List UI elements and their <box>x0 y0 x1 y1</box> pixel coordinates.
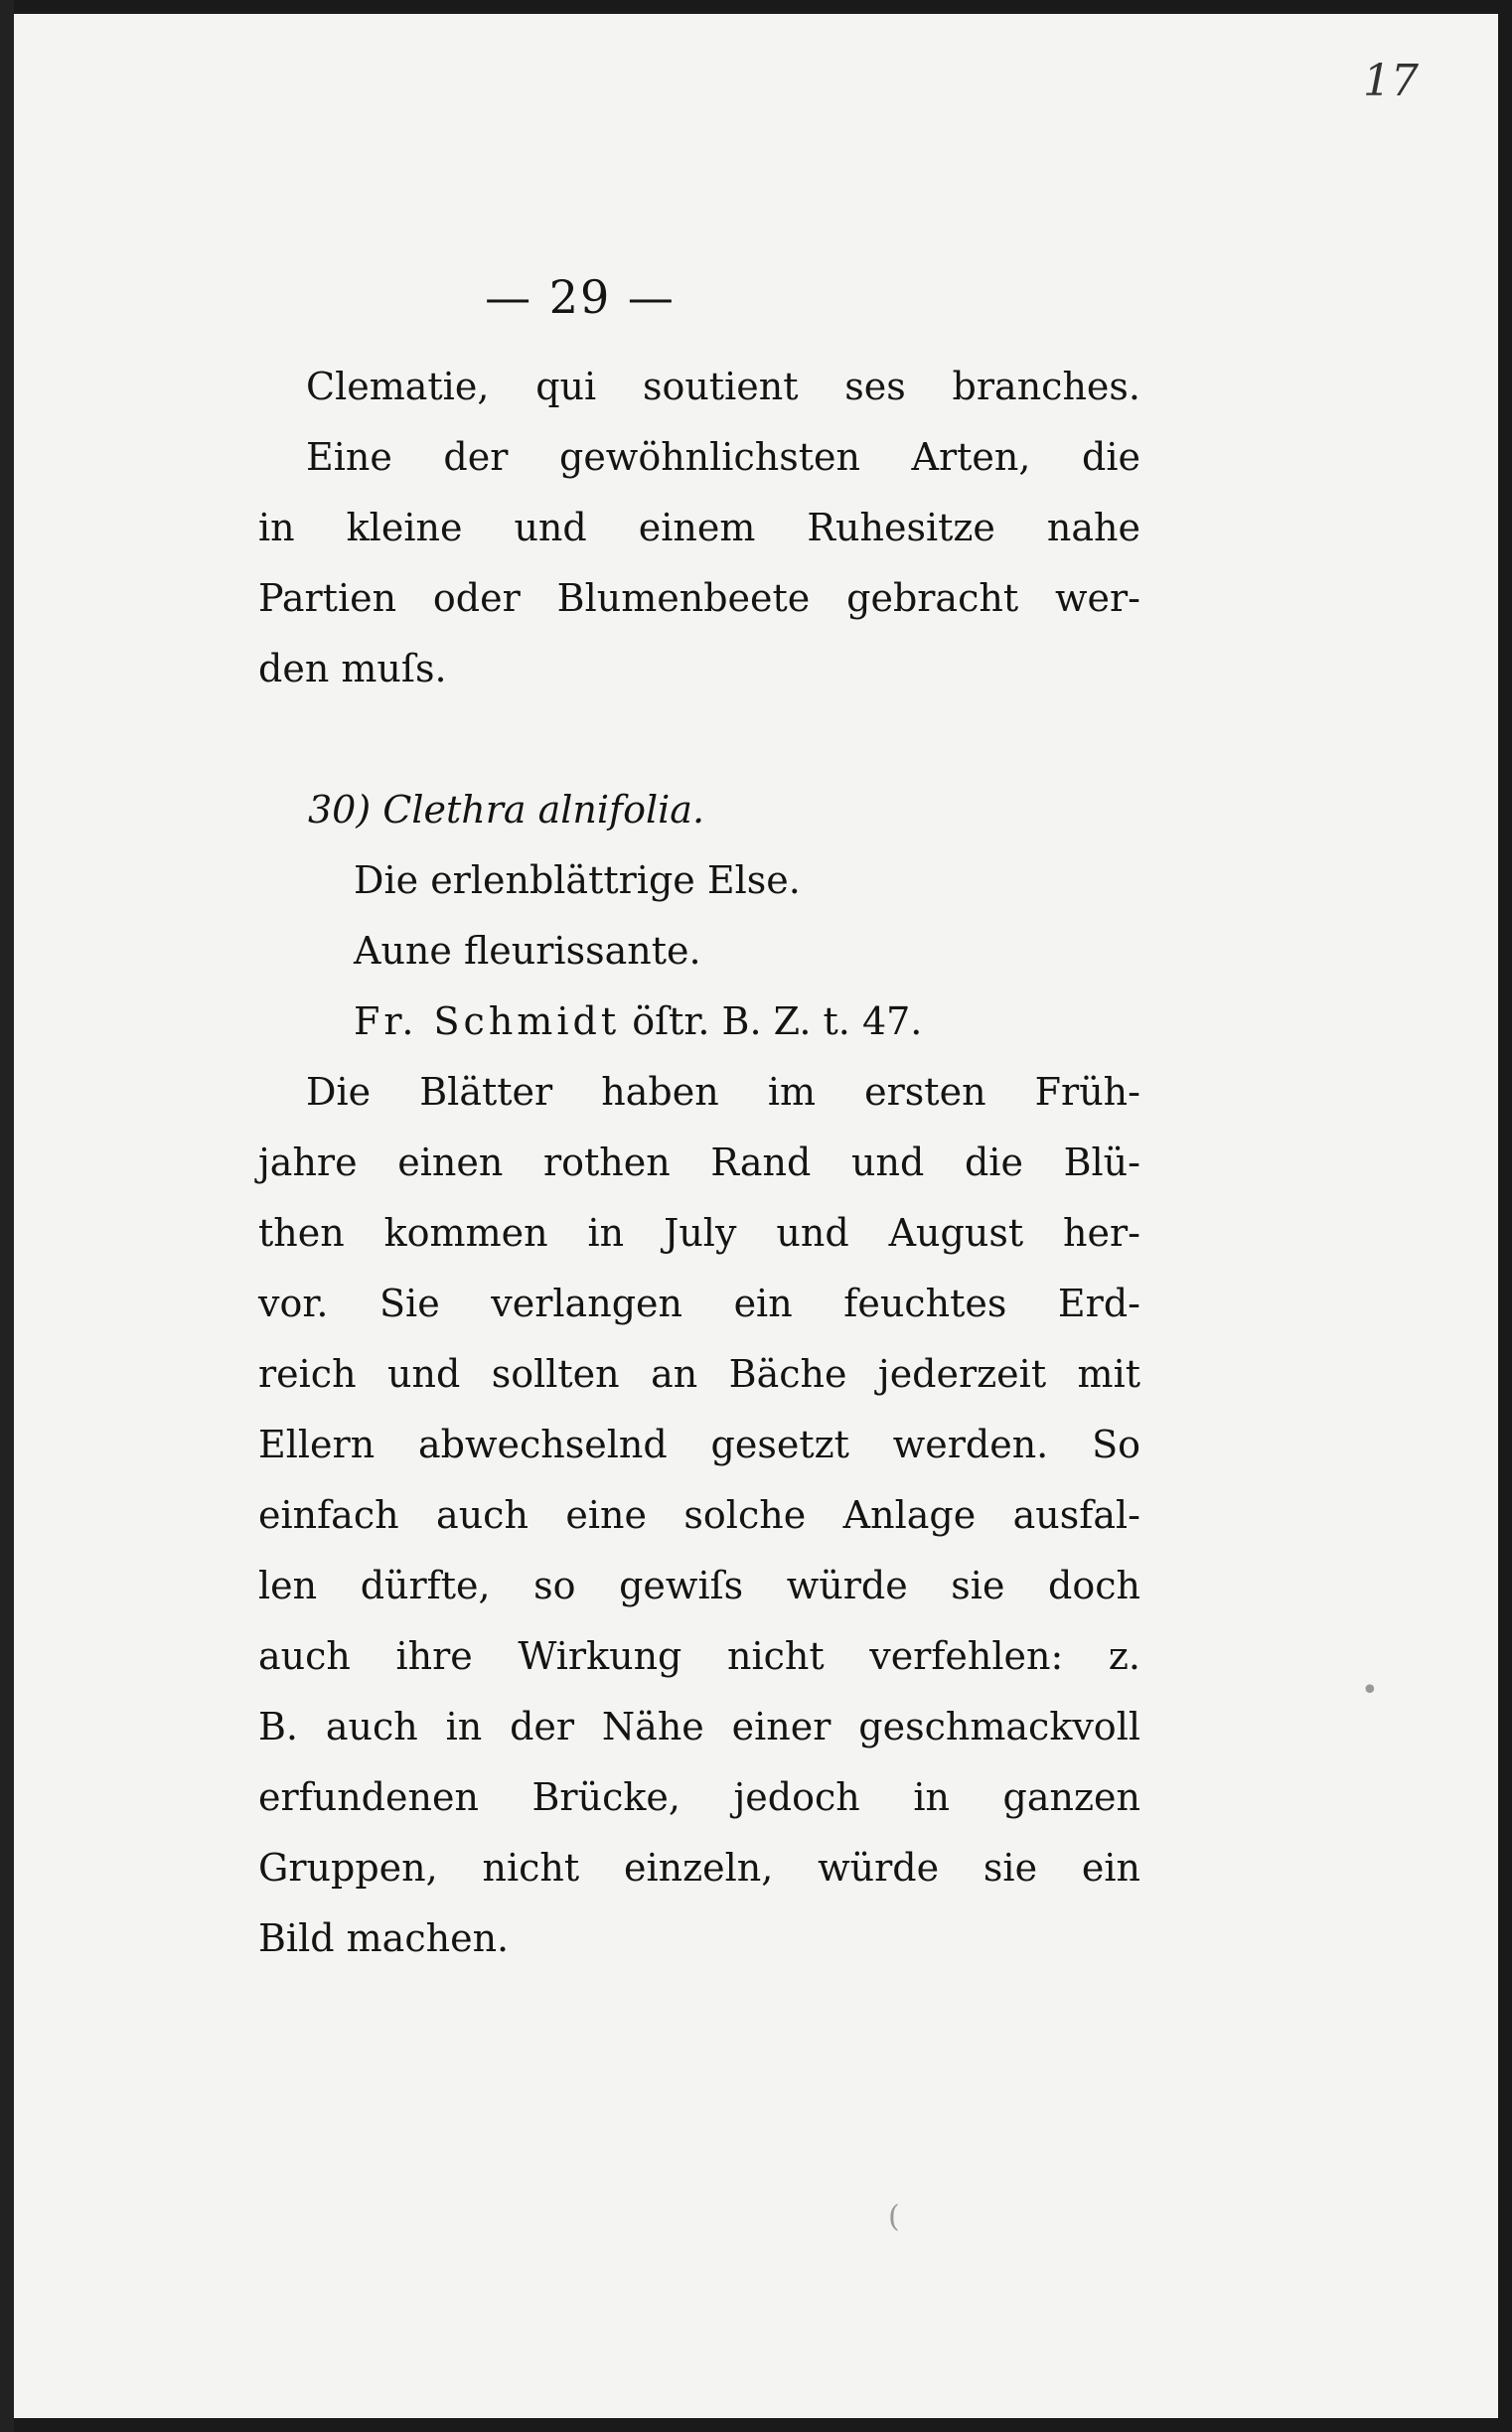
text-line: einfach auch eine solche Anlage ausfal- <box>258 1493 1140 1537</box>
text-line: auch ihre Wirkung nicht verfehlen: z. <box>258 1634 1140 1678</box>
text-line: vor. Sie verlangen ein feuchtes Erd- <box>258 1282 1140 1325</box>
binding-edge <box>0 0 14 2432</box>
text-line: B. auch in der Nähe einer geschmackvoll <box>258 1705 1140 1748</box>
text-line: erfundenen Brücke, jedoch in ganzen <box>258 1775 1140 1819</box>
reference-author: Fr. Schmidt <box>354 999 621 1043</box>
reference-citation: öſtr. B. Z. t. 47. <box>632 999 923 1043</box>
page-number: — 29 — <box>485 270 676 324</box>
text-line: den muſs. <box>258 647 447 690</box>
ink-speck: • <box>1361 1673 1379 1708</box>
text-line: then kommen in July und August her- <box>258 1211 1140 1255</box>
paragraph-gap <box>258 704 1140 775</box>
book-page <box>14 14 1498 2418</box>
text-line: Die Blätter haben im ersten Früh- <box>306 1070 1140 1114</box>
text-line: in kleine und einem Ruhesitze nahe <box>258 506 1140 549</box>
entry-reference <box>258 987 1140 1057</box>
text-line: Eine der gewöhnlichsten Arten, die <box>306 435 1140 479</box>
entry-german-name: Die erlenblättrige Else. <box>354 858 801 902</box>
text-line: Clematie, qui soutient ses branches. <box>306 365 1140 408</box>
text-line: len dürfte, so gewiſs würde sie doch <box>258 1564 1140 1607</box>
page-text <box>258 352 1140 1974</box>
text-line: Partien oder Blumenbeete gebracht wer- <box>258 576 1140 620</box>
text-line: jahre einen rothen Rand und die Blü- <box>258 1140 1140 1184</box>
text-line: Bild machen. <box>258 1916 510 1960</box>
handwritten-folio-number: 17 <box>1363 56 1419 106</box>
text-line: Ellern abwechselnd gesetzt werden. So <box>258 1423 1140 1466</box>
text-line: reich und sollten an Bäche jederzeit mit <box>258 1352 1140 1396</box>
entry-heading: 30) Clethra alnifolia. <box>308 788 705 832</box>
text-line: Gruppen, nicht einzeln, würde sie ein <box>258 1846 1140 1890</box>
entry-french-name: Aune fleurissante. <box>354 929 701 973</box>
ink-speck: ( <box>888 2200 900 2234</box>
